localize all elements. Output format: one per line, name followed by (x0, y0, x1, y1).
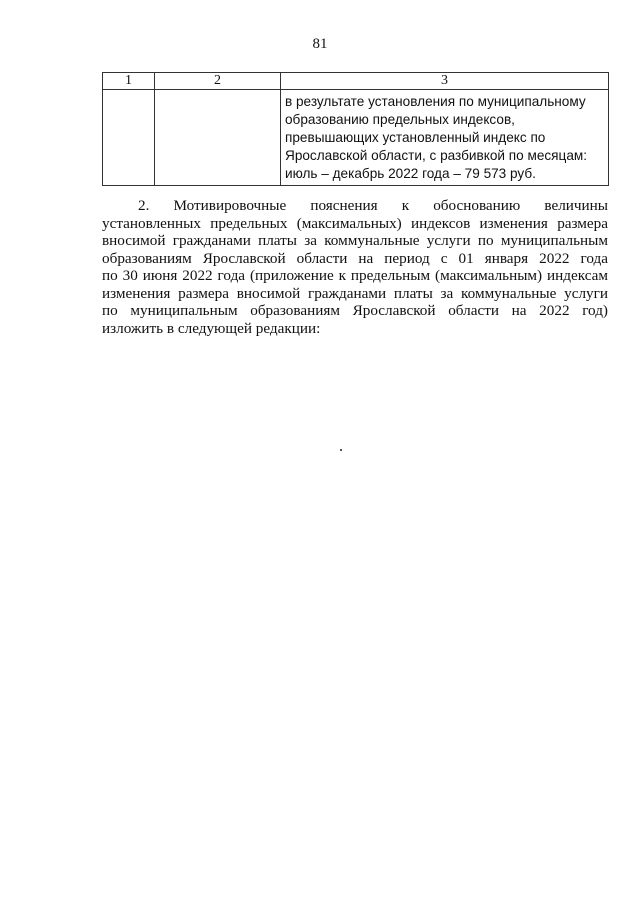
paragraph-line: изменения размера вносимой гражданами платы за коммунальные услуги (102, 284, 608, 302)
page-number: 81 (312, 36, 328, 52)
table-header-row (103, 73, 609, 90)
column-header-3: 3 (281, 73, 609, 90)
cell-text-line: июль – декабрь 2022 года – 79 573 руб. (285, 166, 536, 181)
paragraph-line: установленных предельных (максимальных) индексов изменения размера (102, 214, 608, 232)
table-cell-col2 (155, 90, 281, 186)
paragraph-line: по 30 июня 2022 года (приложение к предельным (максимальным) индексам (102, 267, 608, 284)
paragraph-line: вносимой гражданами платы за коммунальные услуги по муниципальным (102, 232, 608, 249)
cell-text-line: превышающих установленный индекс по (285, 130, 546, 145)
body-paragraph (102, 197, 608, 337)
column-header-1: 1 (103, 73, 155, 90)
paragraph-line: по муниципальным образованиям Ярославской области на 2022 год) (102, 302, 608, 319)
column-header-2: 2 (155, 73, 281, 90)
cell-text-line: образованию предельных индексов, (285, 112, 515, 127)
table-row (103, 90, 609, 186)
table-cell-col1 (103, 90, 155, 186)
data-table (102, 72, 609, 186)
table-cell-col3 (281, 90, 609, 186)
paragraph-line: 2. Мотивировочные пояснения к обоснованию величины (138, 197, 608, 214)
cell-text-line: Ярославской области, с разбивкой по месяцам: (285, 148, 588, 163)
cell-text-line: в результате установления по муниципальному (285, 94, 586, 109)
paragraph-line: изложить в следующей редакции: (102, 319, 321, 337)
scan-speck (340, 449, 342, 451)
paragraph-line: образованиям Ярославской области на период с 01 января 2022 года (102, 249, 608, 267)
